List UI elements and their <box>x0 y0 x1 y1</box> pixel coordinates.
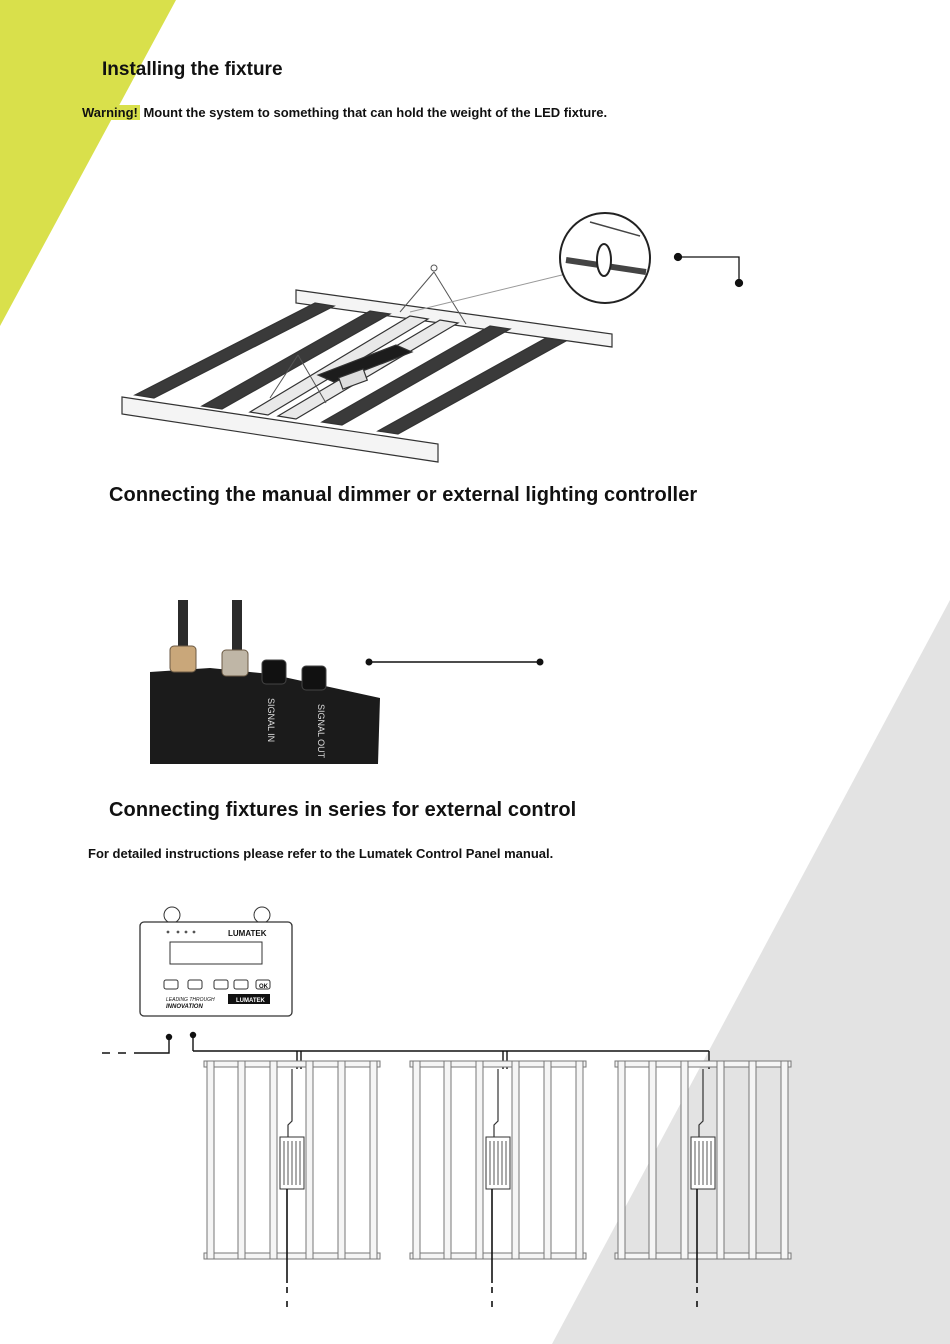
port-label-out: SIGNAL OUT <box>316 704 326 759</box>
fixture-1 <box>204 1061 380 1315</box>
control-panel <box>130 904 300 1019</box>
panel-badge: LUMATEK <box>236 998 265 1004</box>
panel-slogan-2: INNOVATION <box>166 1004 203 1010</box>
fixture-illustration <box>0 200 950 480</box>
warning-label: Warning! <box>82 105 138 120</box>
panel-slogan-1: LEADING THROUGH <box>166 997 215 1003</box>
panel-ok: OK <box>259 984 268 990</box>
panel-brand: LUMATEK <box>228 929 267 938</box>
fixture-2 <box>410 1061 586 1315</box>
dimmer-title: Connecting the manual dimmer or external lighting controller <box>109 484 698 506</box>
warning-line <box>80 105 607 120</box>
warning-text: Mount the system to something that can hold the weight of the LED fixture. <box>143 105 608 120</box>
dimmer-leader-line <box>360 652 550 672</box>
fixture-3 <box>615 1061 791 1315</box>
series-diagram <box>0 1025 950 1325</box>
series-title: Connecting fixtures in series for external control <box>109 799 577 821</box>
driver-photo <box>150 598 390 766</box>
port-label-in: SIGNAL IN <box>266 698 276 743</box>
series-note: For detailed instructions please refer to the Lumatek Control Panel manual. <box>88 846 554 861</box>
install-title: Installing the fixture <box>102 59 283 80</box>
